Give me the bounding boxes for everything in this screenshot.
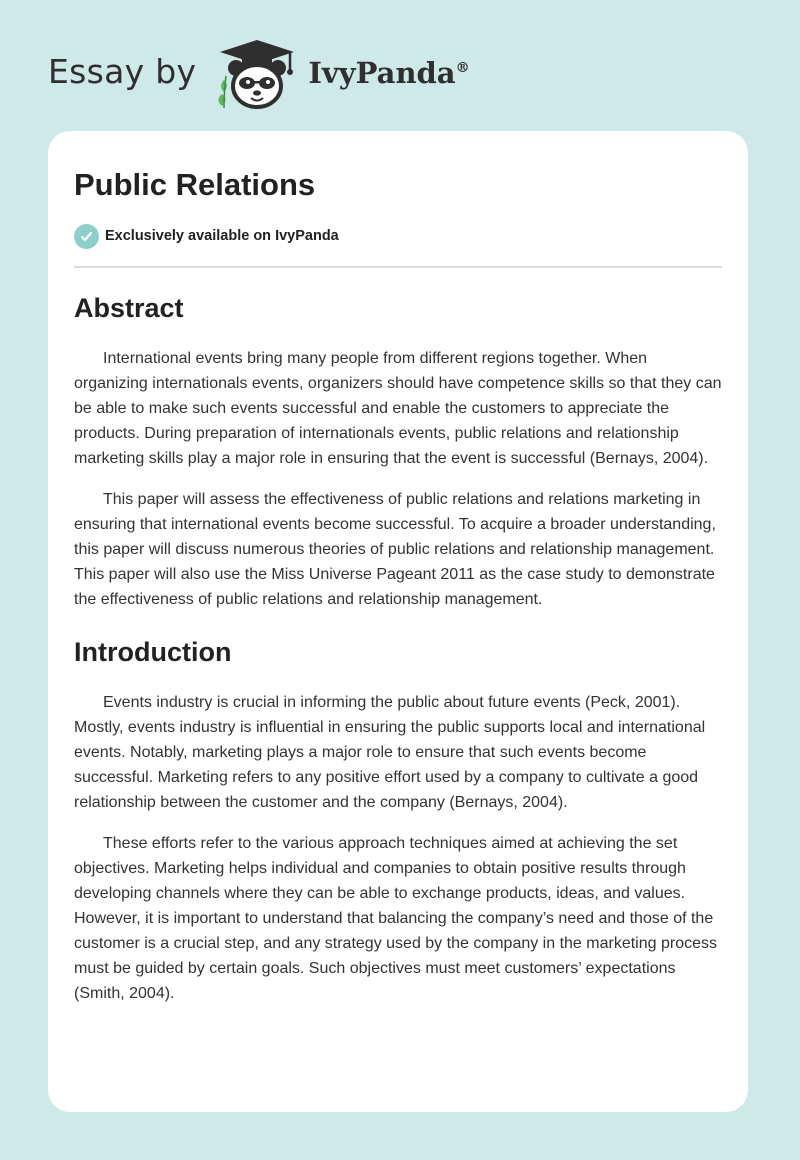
ivypanda-logo-icon[interactable] — [212, 36, 302, 110]
abstract-paragraph-1: International events bring many people from different regions together. When organizing internationals events, organizers should have competence skills so that they can be able to make such events successful and enable the customers to appreciate the products. During preparation of internationals events, public relations and relationship marketing skills play a major role in ensuring that the event is successful (Bernays, 2004). — [74, 350, 722, 467]
section-heading-introduction: Introduction — [74, 637, 232, 667]
exclusive-badge — [74, 223, 722, 249]
section-heading-abstract: Abstract — [74, 293, 184, 323]
site-header — [48, 36, 748, 110]
article-card — [48, 131, 748, 1112]
divider — [74, 266, 722, 268]
brand-name[interactable]: IvyPanda® — [308, 56, 470, 90]
badge-text: Exclusively available on IvyPanda — [105, 228, 339, 244]
page-title: Public Relations — [74, 167, 316, 202]
introduction-paragraph-2: These efforts refer to the various approach techniques aimed at achieving the set objectives. Marketing helps individual and companies to obtain positive results through developing channels where they can be able to exchange products, ideas, and values. However, it is important to understand that balancing the company’s need and those of the customer is a crucial step, and any strategy used by the company in the marketing process must be guided by certain goals. Such objectives must meet customers’ expectations (Smith, 2004). — [74, 835, 717, 1002]
essay-by-label: Essay by — [48, 51, 197, 91]
abstract-paragraph-2: This paper will assess the effectiveness of public relations and relations marketing in ensuring that international events become successful. To acquire a broader understanding, this paper will discuss numerous theories of public relations and relationship management. This paper will also use the Miss Universe Pageant 2011 as the case study to demonstrate the effectiveness of public relations and relationship management. — [74, 491, 716, 608]
check-icon — [74, 224, 99, 249]
introduction-paragraph-1: Events industry is crucial in informing the public about future events (Peck, 2001). Mostly, events industry is influential in ensuring the public supports local and international events. Notably, marketing plays a major role to ensure that such events become successful. Marketing refers to any positive effort used by a company to cultivate a good relationship between the customer and the company (Bernays, 2004). — [74, 694, 706, 811]
registered-mark: ® — [455, 60, 470, 76]
